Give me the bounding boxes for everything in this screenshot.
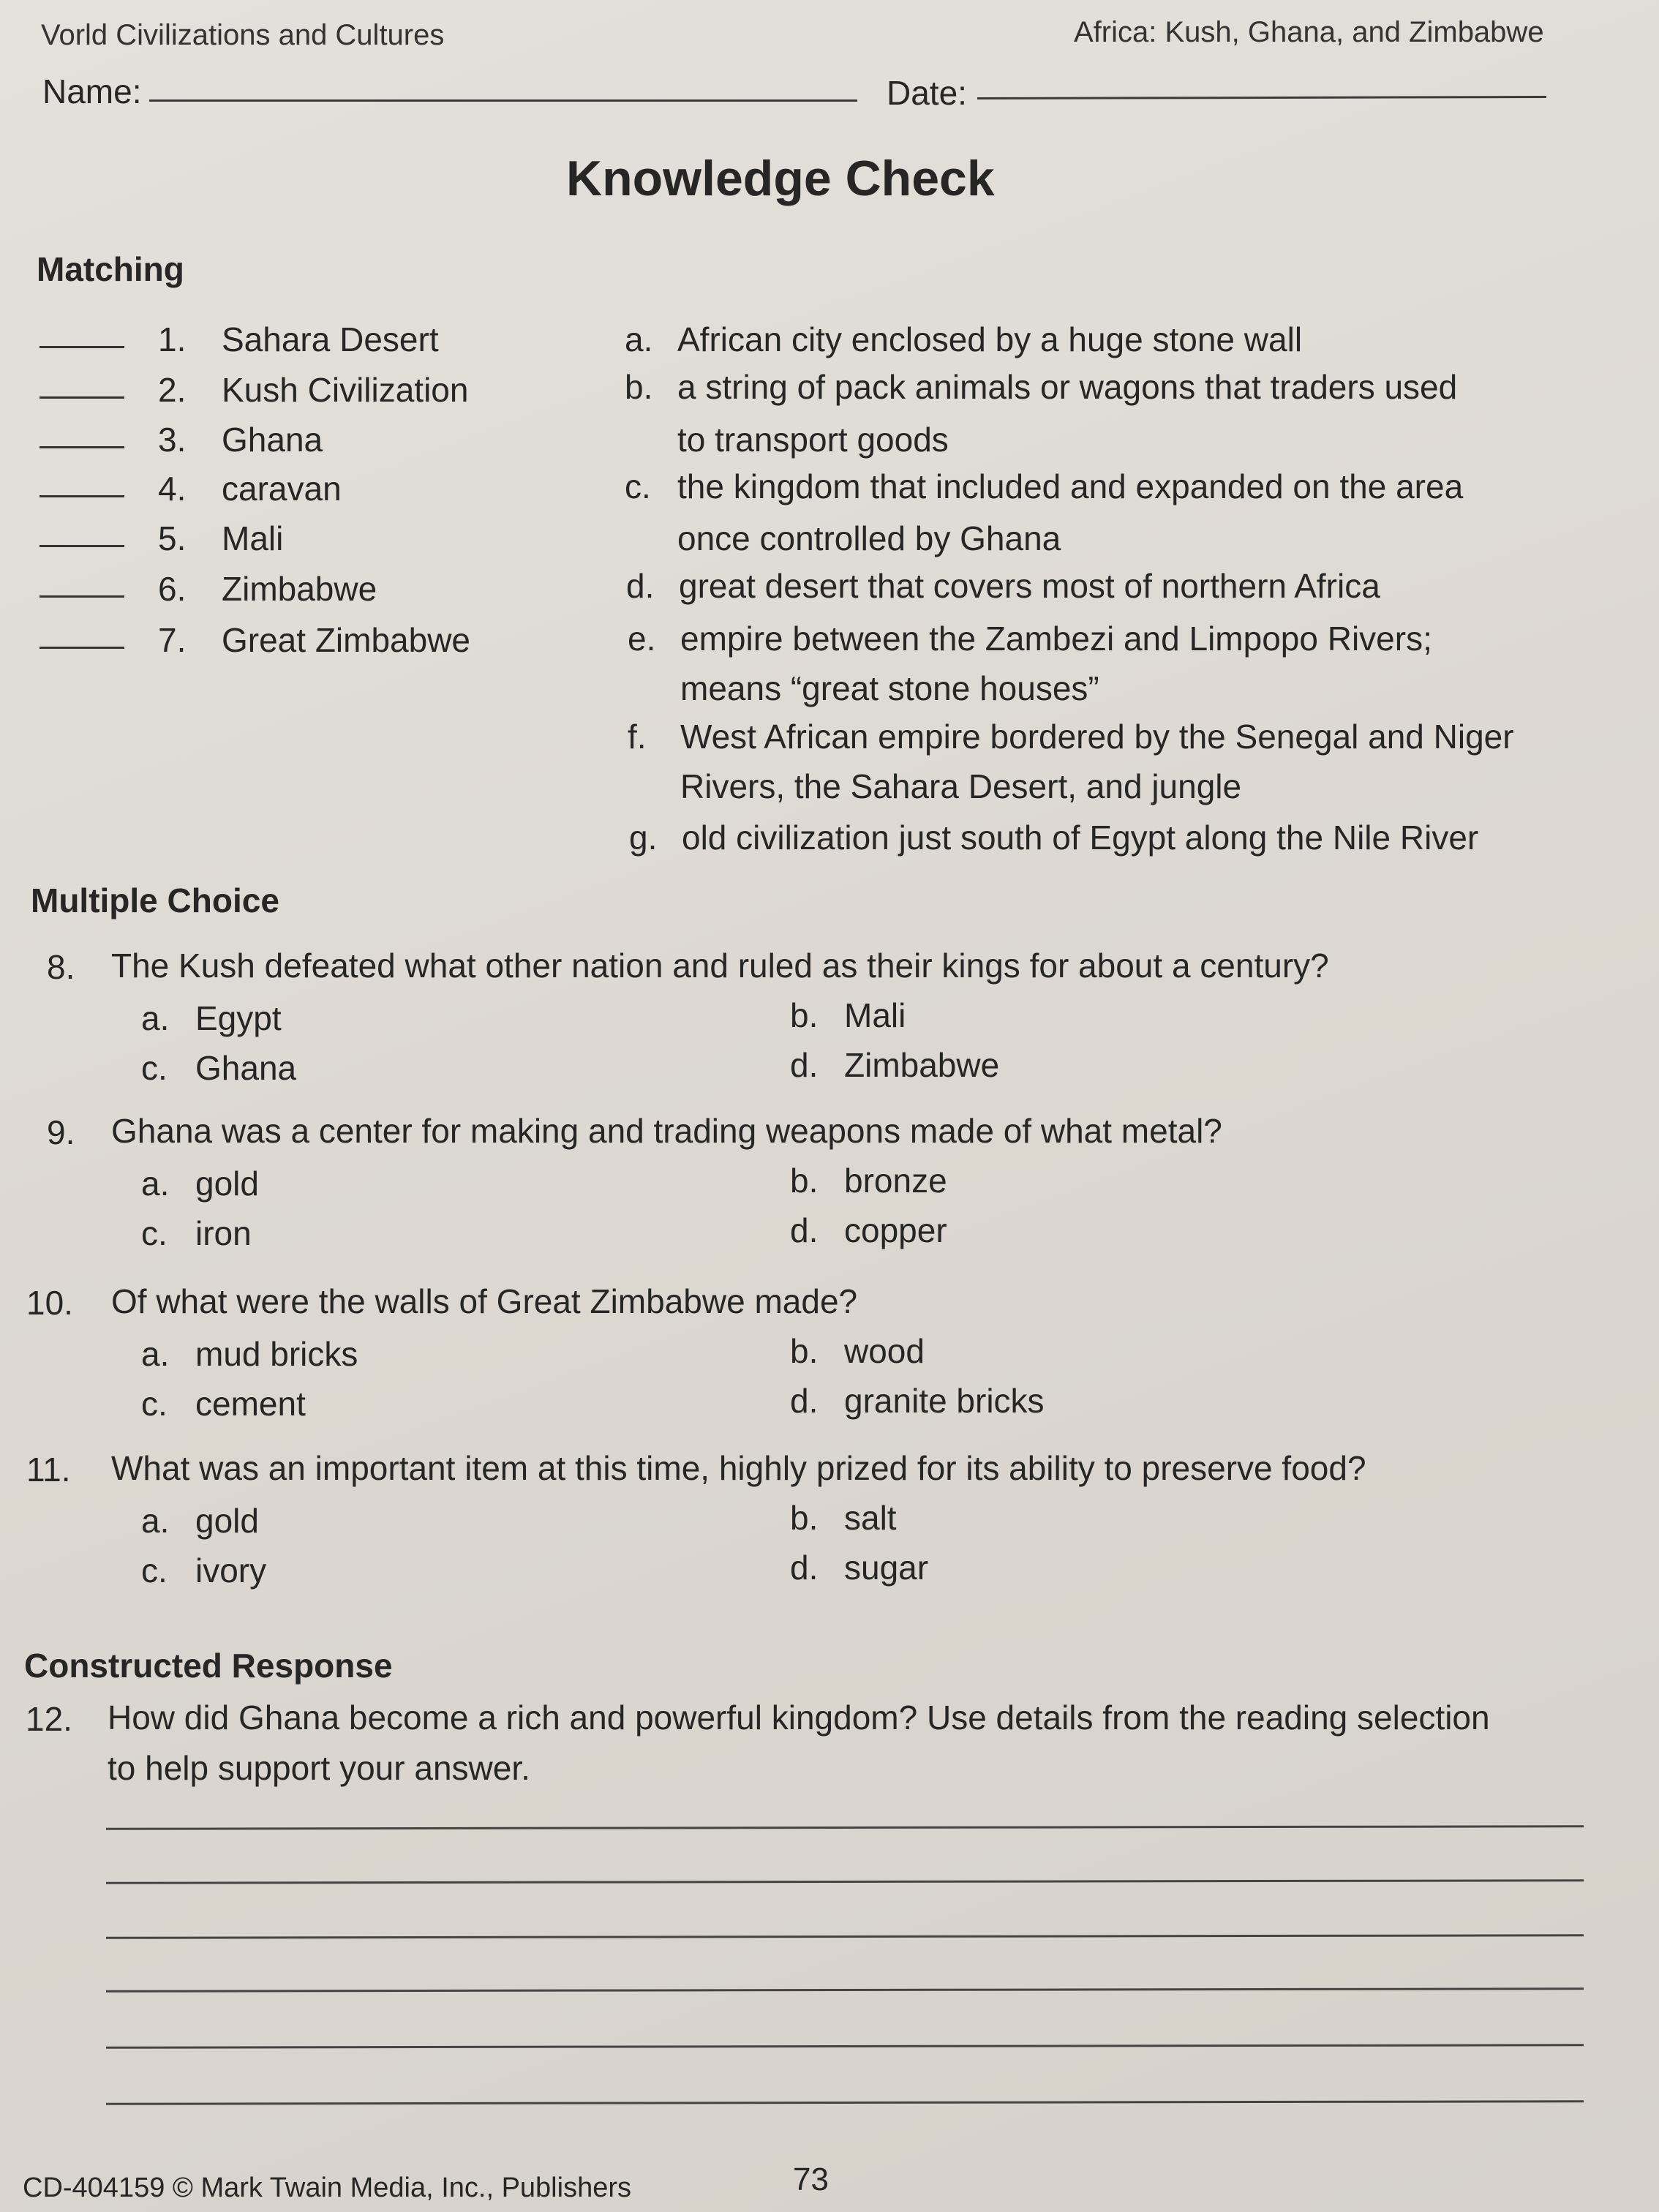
- answer-blank[interactable]: [40, 647, 124, 649]
- term-label: Kush Civilization: [222, 371, 469, 409]
- definition-letter: f.: [628, 718, 647, 756]
- option-letter: a.: [141, 1502, 170, 1540]
- name-label: Name:: [42, 72, 142, 110]
- option-letter: c.: [141, 1049, 168, 1087]
- definition-text: West African empire bordered by the Senegal and Niger: [680, 718, 1514, 756]
- answer-blank[interactable]: [40, 595, 124, 598]
- term-label: Sahara Desert: [222, 320, 439, 358]
- question-number: 11.: [26, 1451, 71, 1489]
- option-text[interactable]: salt: [844, 1499, 897, 1537]
- option-letter: b.: [790, 1499, 819, 1537]
- answer-blank[interactable]: [40, 346, 124, 348]
- question-text: Of what were the walls of Great Zimbabwe made?: [111, 1282, 858, 1320]
- definition-letter: c.: [625, 467, 651, 505]
- option-text[interactable]: Egypt: [195, 999, 282, 1037]
- term-label: Great Zimbabwe: [222, 621, 471, 659]
- option-text[interactable]: Ghana: [195, 1049, 297, 1087]
- term-number: 7.: [158, 621, 187, 659]
- definition-text: a string of pack animals or wagons that traders used: [677, 368, 1458, 406]
- option-text[interactable]: Mali: [844, 996, 906, 1034]
- question-text: The Kush defeated what other nation and ruled as their kings for about a century?: [111, 947, 1329, 985]
- term-number: 1.: [158, 320, 187, 358]
- option-letter: a.: [141, 1335, 170, 1373]
- answer-blank[interactable]: [40, 446, 124, 448]
- term-number: 2.: [158, 371, 187, 409]
- option-letter: c.: [141, 1551, 168, 1590]
- question-text: What was an important item at this time, highly prized for its ability to preserve food?: [111, 1449, 1366, 1487]
- date-field[interactable]: [977, 96, 1546, 99]
- answer-line[interactable]: [106, 2044, 1584, 2049]
- definition-letter: d.: [626, 567, 655, 605]
- definition-text: African city enclosed by a huge stone wall: [677, 320, 1303, 358]
- question-text: Ghana was a center for making and trading weapons made of what metal?: [111, 1112, 1222, 1150]
- question-number: 8.: [47, 948, 75, 986]
- date-label: Date:: [887, 74, 967, 112]
- definition-text: old civilization just south of Egypt along the Nile River: [682, 819, 1479, 857]
- answer-line[interactable]: [106, 1879, 1584, 1884]
- definition-text: means “great stone houses”: [680, 669, 1099, 707]
- definition-text: to transport goods: [677, 421, 949, 459]
- footer-copyright: CD-404159 © Mark Twain Media, Inc., Publishers: [23, 2172, 631, 2203]
- definition-letter: g.: [629, 819, 658, 857]
- answer-blank[interactable]: [40, 545, 124, 547]
- matching-heading: Matching: [37, 250, 184, 288]
- option-text[interactable]: ivory: [195, 1551, 267, 1590]
- term-number: 4.: [158, 470, 187, 508]
- option-text[interactable]: cement: [195, 1385, 306, 1423]
- option-text[interactable]: sugar: [844, 1549, 929, 1587]
- definition-text: once controlled by Ghana: [677, 519, 1061, 557]
- answer-line[interactable]: [106, 2100, 1584, 2105]
- option-letter: b.: [790, 1162, 819, 1200]
- answer-line[interactable]: [106, 1934, 1584, 1939]
- definition-text: Rivers, the Sahara Desert, and jungle: [680, 767, 1242, 805]
- option-letter: d.: [790, 1549, 819, 1587]
- option-letter: a.: [141, 999, 170, 1037]
- page-title: Knowledge Check: [566, 151, 995, 206]
- term-label: caravan: [222, 470, 342, 508]
- option-text[interactable]: mud bricks: [195, 1335, 358, 1373]
- multiple-choice-heading: Multiple Choice: [31, 881, 279, 919]
- page-number: 73: [793, 2162, 829, 2197]
- option-letter: b.: [790, 996, 819, 1034]
- option-letter: b.: [790, 1332, 819, 1370]
- option-letter: d.: [790, 1211, 819, 1249]
- term-number: 3.: [158, 421, 187, 459]
- header-unit-title: Africa: Kush, Ghana, and Zimbabwe: [1074, 16, 1544, 48]
- answer-line[interactable]: [106, 1825, 1584, 1830]
- definition-letter: e.: [628, 620, 656, 658]
- question-text-line: How did Ghana become a rich and powerful kingdom? Use details from the reading selection: [108, 1698, 1490, 1737]
- definition-text: great desert that covers most of northern Africa: [679, 567, 1380, 605]
- option-letter: c.: [141, 1385, 168, 1423]
- term-number: 6.: [158, 570, 187, 608]
- option-letter: a.: [141, 1165, 170, 1203]
- answer-line[interactable]: [106, 1987, 1584, 1993]
- definition-text: empire between the Zambezi and Limpopo Rivers;: [680, 620, 1432, 658]
- option-letter: c.: [141, 1214, 168, 1252]
- definition-text: the kingdom that included and expanded on the area: [677, 467, 1464, 505]
- definition-letter: b.: [625, 368, 653, 406]
- question-number: 12.: [26, 1700, 72, 1738]
- term-label: Mali: [222, 519, 284, 557]
- option-letter: d.: [790, 1382, 819, 1420]
- question-number: 9.: [47, 1113, 75, 1151]
- question-number: 10.: [26, 1284, 73, 1322]
- option-text[interactable]: Zimbabwe: [844, 1046, 1000, 1084]
- constructed-response-heading: Constructed Response: [24, 1647, 393, 1685]
- option-text[interactable]: iron: [195, 1214, 252, 1252]
- option-text[interactable]: gold: [195, 1502, 259, 1540]
- header-book-title: Vorld Civilizations and Cultures: [41, 19, 445, 51]
- option-text[interactable]: granite bricks: [844, 1382, 1045, 1420]
- option-text[interactable]: gold: [195, 1165, 259, 1203]
- answer-blank[interactable]: [40, 396, 124, 399]
- term-number: 5.: [158, 519, 187, 557]
- term-label: Ghana: [222, 421, 323, 459]
- name-field[interactable]: [149, 99, 857, 102]
- option-letter: d.: [790, 1046, 819, 1084]
- question-text-line: to help support your answer.: [108, 1749, 530, 1787]
- term-label: Zimbabwe: [222, 570, 377, 608]
- definition-letter: a.: [625, 320, 653, 358]
- answer-blank[interactable]: [40, 495, 124, 497]
- option-text[interactable]: copper: [844, 1211, 947, 1249]
- option-text[interactable]: bronze: [844, 1162, 947, 1200]
- option-text[interactable]: wood: [844, 1332, 925, 1370]
